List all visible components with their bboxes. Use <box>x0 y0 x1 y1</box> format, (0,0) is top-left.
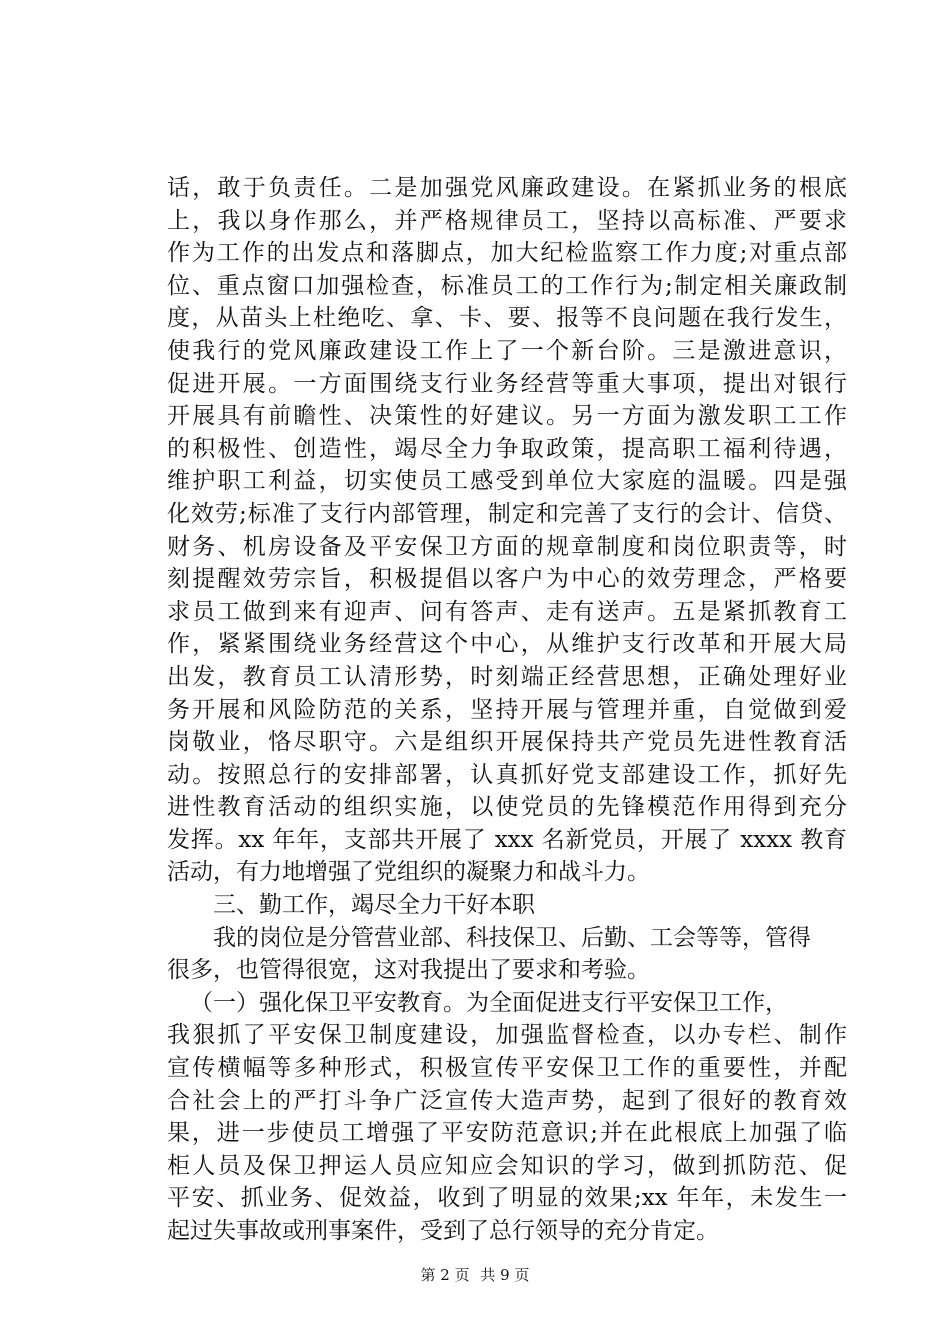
text-line: 的积极性、创造性，竭尽全力争取政策，提高职工福利待遇， <box>167 435 847 462</box>
text-line: 起过失事故或刑事案件，受到了总行领导的充分肯定。 <box>167 1218 719 1244</box>
text-line: 话，敢于负责任。二是加强党风廉政建设。在紧抓业务的根底 <box>167 175 847 201</box>
text-line: 度，从苗头上杜绝吃、拿、卡、要、报等不良问题在我行发生， <box>167 305 847 332</box>
text-line: 岗敬业，恪尽职守。六是组织开展保持共产党员先进性教育活 <box>167 729 847 756</box>
text-line: 合社会上的严打斗争广泛宣传大造声势，起到了很好的教育效 <box>167 1087 847 1114</box>
text-line: 位、重点窗口加强检查，标准员工的工作行为;制定相关廉政制 <box>167 272 847 299</box>
subsection-line: （一）强化保卫平安教育。为全面促进支行平安保卫工作， <box>190 989 788 1016</box>
text-line: 发挥。xx 年年，支部共开展了 xxx 名新党员，开展了 xxxx 教育 <box>167 826 847 853</box>
text-line: 作为工作的出发点和落脚点，加大纪检监察工作力度;对重点部 <box>167 240 847 267</box>
text-line: 很多，也管得很宽，这对我提出了要求和考验。 <box>167 957 650 984</box>
page-total: 共 9 页 <box>480 1266 530 1284</box>
text-line: 宣传横幅等多种形式，积极宣传平安保卫工作的重要性，并配 <box>167 1055 847 1082</box>
text-line: 作，紧紧围绕业务经营这个中心，从维护支行改革和开展大局 <box>167 631 847 658</box>
text-line: 促进开展。一方面围绕支行业务经营等重大事项，提出对银行 <box>167 370 847 397</box>
text-line: 活动，有力地增强了党组织的凝聚力和战斗力。 <box>167 859 650 886</box>
text-line: 开展具有前瞻性、决策性的好建议。另一方面为激发职工工作 <box>167 403 847 430</box>
text-line: 柜人员及保卫押运人员应知应会知识的学习，做到抓防范、促 <box>167 1152 847 1179</box>
text-line: 我的岗位是分管营业部、科技保卫、后勤、工会等等，管得 <box>213 924 811 951</box>
document-body <box>167 172 847 1248</box>
page-footer <box>0 1265 950 1285</box>
text-line: 务开展和风险防范的关系，坚持开展与管理并重，自觉做到爱 <box>167 696 847 723</box>
text-line: 求员工做到来有迎声、问有答声、走有送声。五是紧抓教育工 <box>167 598 847 625</box>
text-line: 进性教育活动的组织实施，以使党员的先锋模范作用得到充分 <box>167 794 847 821</box>
text-line: 化效劳;标准了支行内部管理，制定和完善了支行的会计、信贷、 <box>167 500 847 527</box>
text-line: 平安、抓业务、促效益，收到了明显的效果;xx 年年，未发生一 <box>167 1185 847 1212</box>
text-line: 维护职工利益，切实使员工感受到单位大家庭的温暖。四是强 <box>167 468 847 495</box>
section-heading: 三、勤工作，竭尽全力干好本职 <box>213 892 535 919</box>
page-number: 第 2 页 <box>420 1266 470 1284</box>
text-line: 刻提醒效劳宗旨，积极提倡以客户为中心的效劳理念，严格要 <box>167 566 847 593</box>
text-line: 我狠抓了平安保卫制度建设，加强监督检查，以办专栏、制作 <box>167 1022 847 1049</box>
text-line: 动。按照总行的安排部署，认真抓好党支部建设工作，抓好先 <box>167 761 847 788</box>
text-line: 财务、机房设备及平安保卫方面的规章制度和岗位职责等，时 <box>167 533 847 560</box>
text-line: 出发，教育员工认清形势，时刻端正经营思想，正确处理好业 <box>167 663 847 690</box>
text-line: 使我行的党风廉政建设工作上了一个新台阶。三是激进意识， <box>167 337 847 364</box>
text-line: 上，我以身作那么，并严格规律员工，坚持以高标准、严要求 <box>167 207 847 234</box>
text-line: 果，进一步使员工增强了平安防范意识;并在此根底上加强了临 <box>167 1120 847 1147</box>
